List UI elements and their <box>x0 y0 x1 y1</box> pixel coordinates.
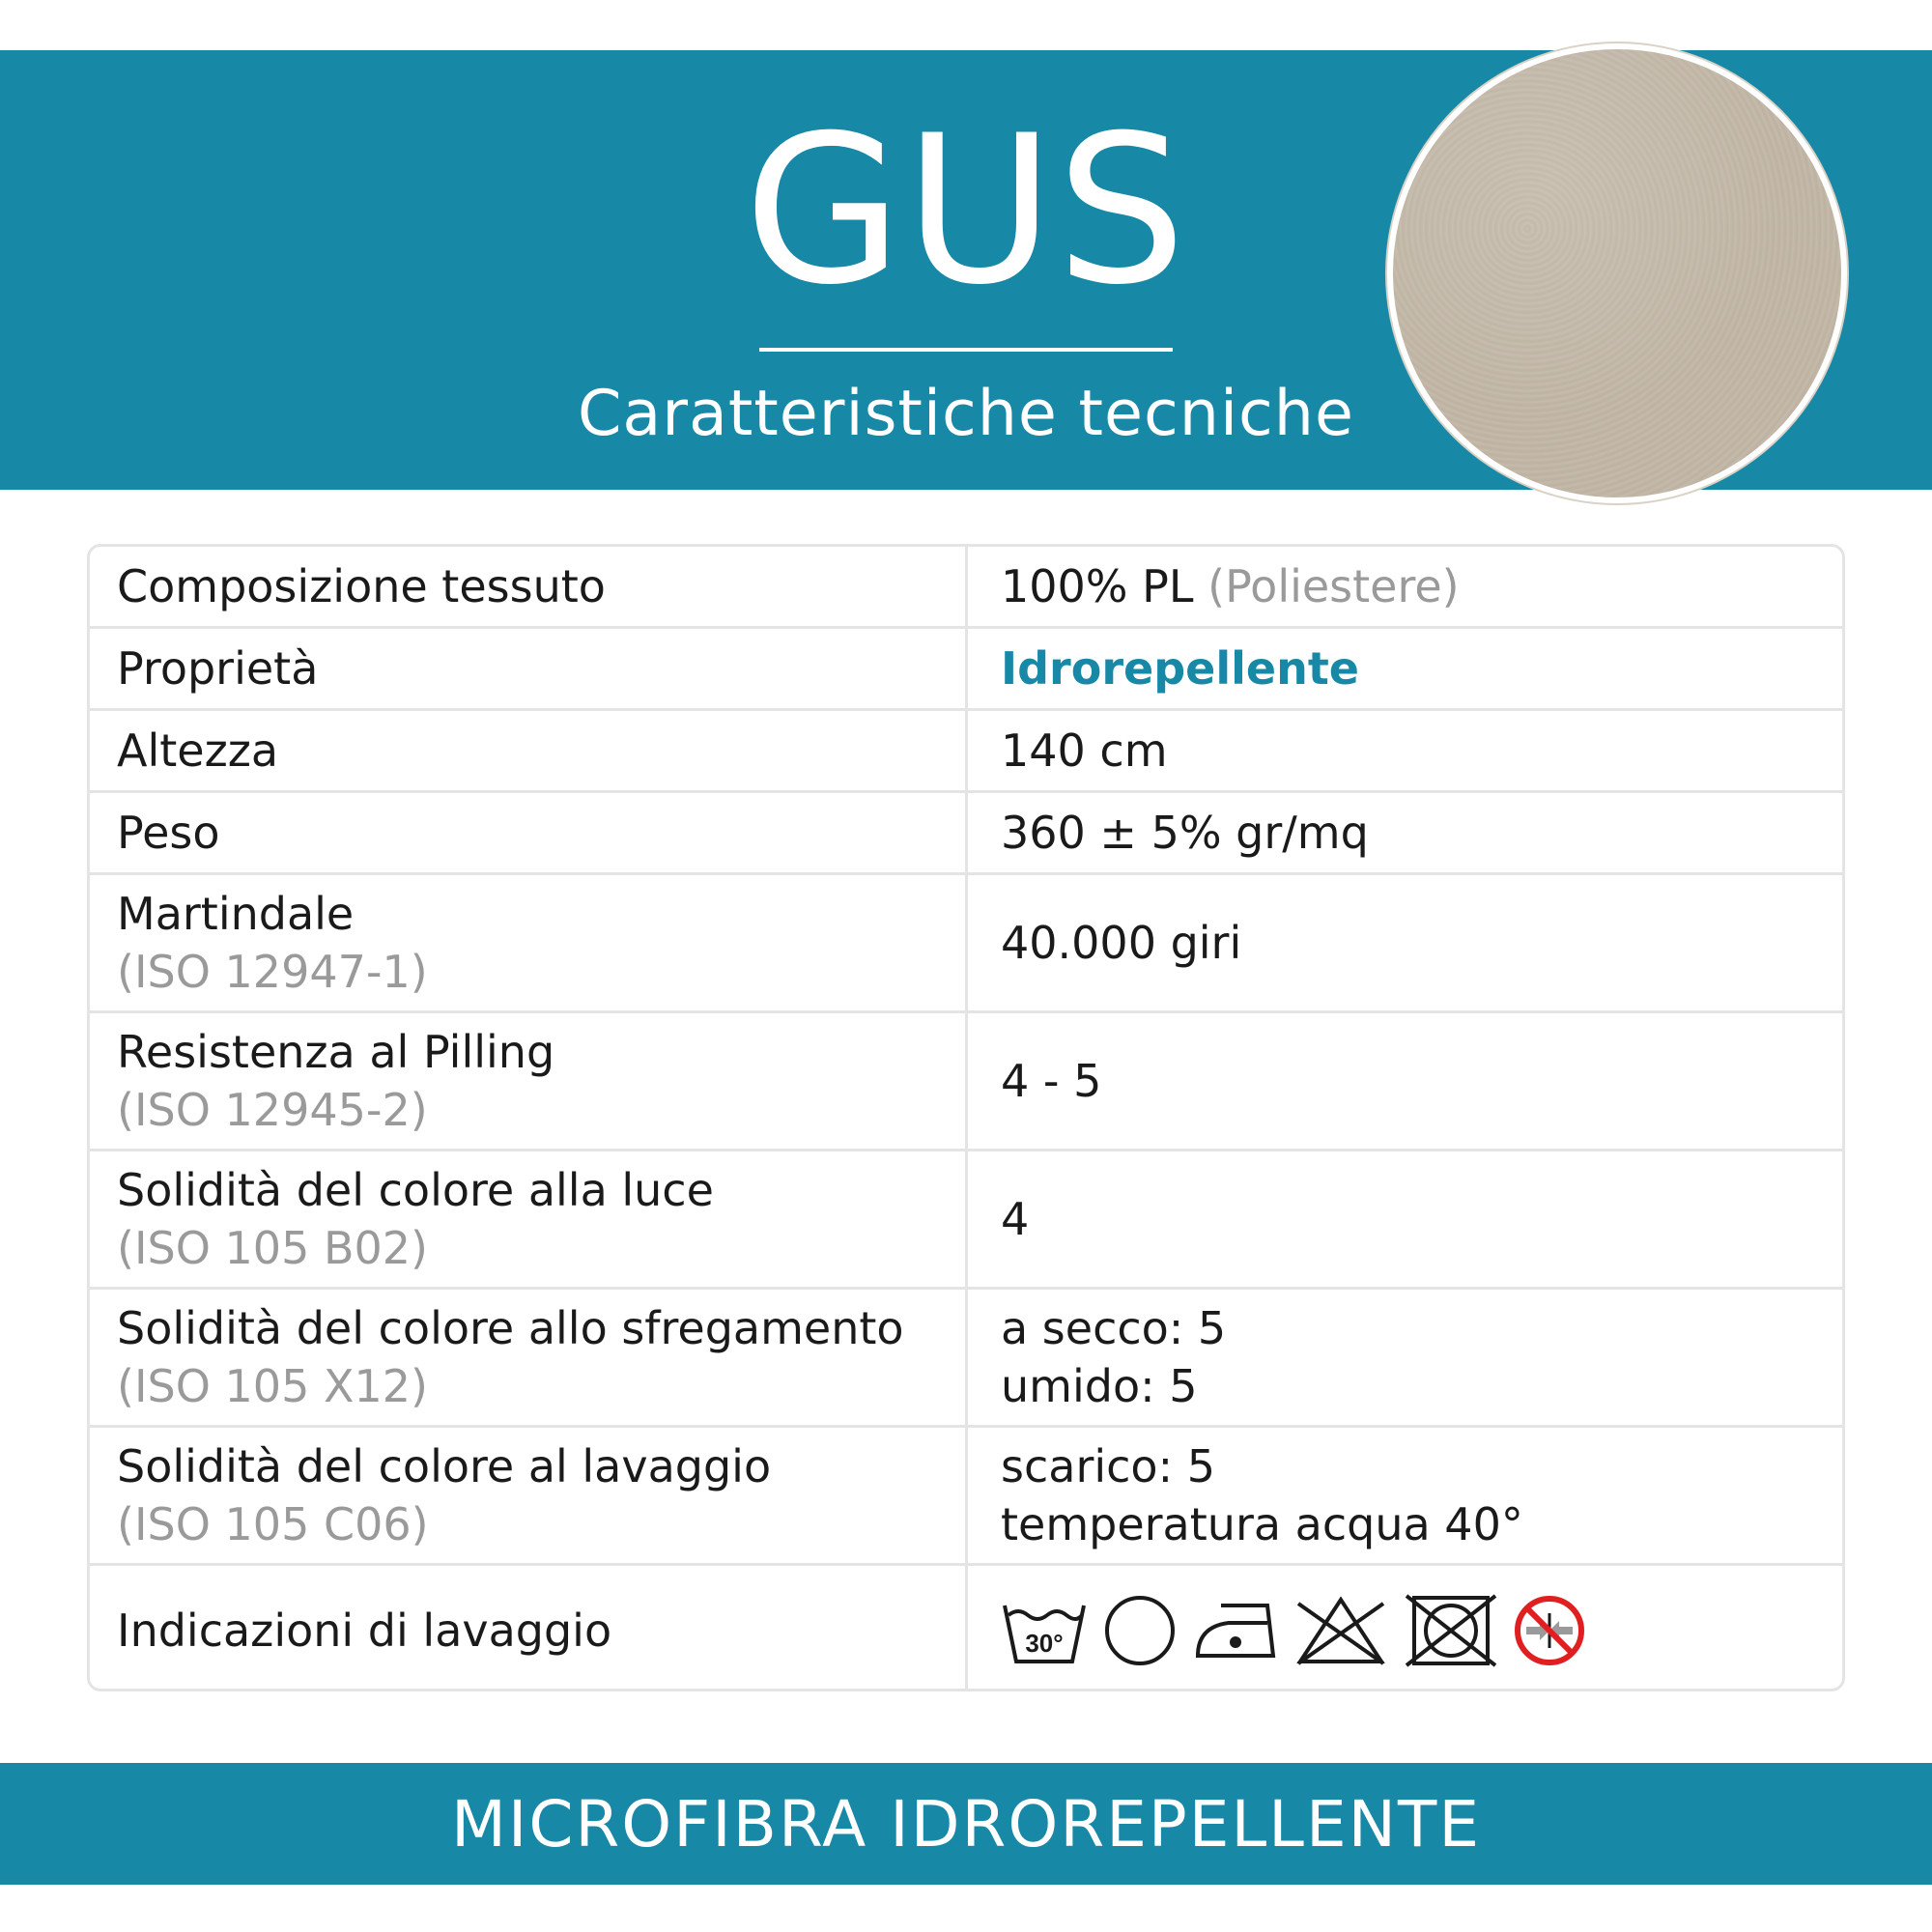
spec-row-property <box>90 629 1842 711</box>
product-title: GUS <box>743 91 1189 329</box>
spec-label: Altezza <box>117 724 279 777</box>
spec-label: Indicazioni di lavaggio <box>117 1604 612 1657</box>
spec-table <box>87 544 1845 1691</box>
spec-label: Solidità del colore al lavaggio <box>117 1440 772 1492</box>
spec-row-rub-fastness <box>90 1290 1842 1428</box>
no-bleach-icon <box>1293 1592 1389 1669</box>
dry-clean-icon <box>1101 1592 1179 1669</box>
spec-standard: (ISO 12945-2) <box>117 1084 428 1136</box>
spec-row-wash-fastness <box>90 1428 1842 1566</box>
spec-label: Resistenza al Pilling <box>117 1026 555 1078</box>
no-wring-icon <box>1513 1594 1586 1667</box>
wash-30-icon <box>1001 1592 1088 1669</box>
spec-row-pilling <box>90 1013 1842 1151</box>
spec-value: 40.000 giri <box>1001 917 1242 969</box>
spec-value: 100% PL <box>1001 560 1194 612</box>
spec-label: Composizione tessuto <box>117 560 606 612</box>
spec-label: Solidità del colore alla luce <box>117 1164 714 1216</box>
spec-row-composition <box>90 547 1842 629</box>
spec-value: 360 ± 5% gr/mq <box>1001 807 1369 859</box>
spec-standard: (ISO 105 X12) <box>117 1360 428 1412</box>
spec-value-line: a secco: 5 <box>1001 1302 1227 1354</box>
spec-value: 4 - 5 <box>1001 1055 1102 1107</box>
spec-label: Proprietà <box>117 642 319 695</box>
spec-standard: (ISO 105 B02) <box>117 1222 428 1274</box>
spec-value: 140 cm <box>1001 724 1168 777</box>
fabric-swatch-image <box>1387 43 1847 503</box>
wash-temp-label: 30° <box>1025 1628 1064 1658</box>
spec-label: Martindale <box>117 888 355 940</box>
spec-value-line: temperatura acqua 40° <box>1001 1498 1523 1550</box>
spec-value: 4 <box>1001 1193 1030 1245</box>
spec-row-weight <box>90 793 1842 875</box>
no-tumble-dry-icon <box>1403 1592 1499 1669</box>
spec-row-light-fastness <box>90 1151 1842 1290</box>
spec-label: Solidità del colore allo sfregamento <box>117 1302 904 1354</box>
product-subtitle: Caratteristiche tecniche <box>578 378 1354 450</box>
spec-standard: (ISO 12947-1) <box>117 946 428 998</box>
footer-title: MICROFIBRA IDROREPELLENTE <box>450 1786 1482 1861</box>
spec-value-line: scarico: 5 <box>1001 1440 1215 1492</box>
spec-row-height <box>90 711 1842 793</box>
footer-band <box>0 1763 1932 1885</box>
spec-row-care <box>90 1566 1842 1691</box>
spec-label: Peso <box>117 807 220 859</box>
iron-low-icon <box>1192 1592 1279 1669</box>
spec-value-note: (Poliestere) <box>1208 560 1460 612</box>
title-divider <box>759 348 1173 352</box>
spec-row-martindale <box>90 875 1842 1013</box>
spec-standard: (ISO 105 C06) <box>117 1498 429 1550</box>
care-icons <box>1001 1592 1842 1669</box>
spec-value-line: umido: 5 <box>1001 1360 1198 1412</box>
spec-value: Idrorepellente <box>1001 642 1360 695</box>
